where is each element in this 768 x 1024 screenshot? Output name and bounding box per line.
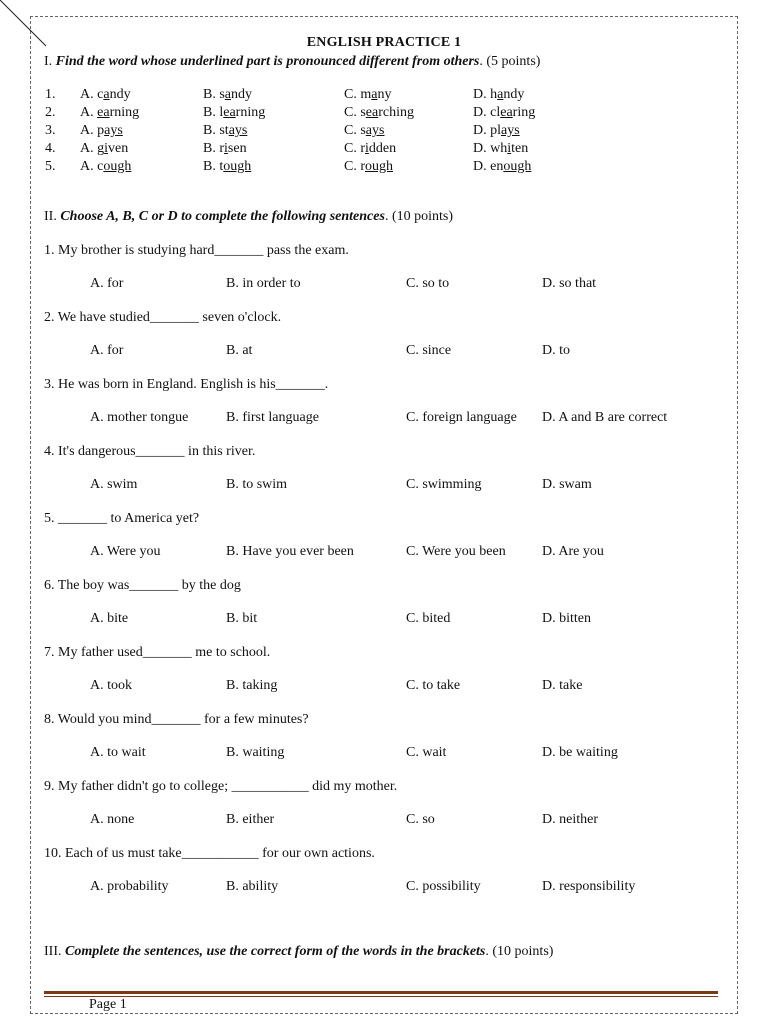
word-end: ndy <box>109 87 131 102</box>
word-option <box>473 123 520 139</box>
word-option <box>344 87 391 103</box>
section-1-points: . (5 points) <box>479 54 541 69</box>
word-end: ndy <box>231 87 253 102</box>
answer-option: B. taking <box>226 678 278 693</box>
item-number: 4. <box>45 141 56 156</box>
answer-option: A. for <box>90 343 124 358</box>
question-text: 9. My father didn't go to college; ___________ did my mother. <box>44 779 398 794</box>
word-option <box>203 105 265 121</box>
answer-option: A. probability <box>90 879 169 894</box>
underlined-part: i <box>507 141 512 156</box>
underlined-part: i <box>365 141 369 156</box>
section-2-heading <box>44 209 453 225</box>
option-letter: B. <box>203 159 216 174</box>
word-start: s <box>360 105 366 120</box>
answer-option: C. wait <box>406 745 447 760</box>
answer-option: D. responsibility <box>542 879 636 894</box>
word-end: sen <box>227 141 247 156</box>
section-1-prefix: I. <box>44 54 56 69</box>
question-text: 2. We have studied_______ seven o'clock. <box>44 310 282 325</box>
word-start: pl <box>490 123 502 138</box>
word-option <box>344 141 396 157</box>
word-option <box>203 123 247 139</box>
option-letter: C. <box>344 159 357 174</box>
answer-option: B. to swim <box>226 477 288 492</box>
answer-option: A. took <box>90 678 132 693</box>
word-start: r <box>219 141 225 156</box>
answer-option: D. to <box>542 343 570 358</box>
question-text: 5. _______ to America yet? <box>44 511 200 526</box>
word-start: g <box>97 141 105 156</box>
footer-rule <box>44 991 718 994</box>
word-start: r <box>360 159 366 174</box>
question-text: 8. Would you mind_______ for a few minutes? <box>44 712 309 727</box>
underlined-part: ea <box>500 105 513 120</box>
word-option <box>203 87 252 103</box>
page-number: Page 1 <box>89 997 127 1012</box>
word-end: ven <box>108 141 129 156</box>
answer-option: C. bited <box>406 611 451 626</box>
word-start: en <box>490 159 504 174</box>
answer-option: C. since <box>406 343 452 358</box>
question-text: 10. Each of us must take___________ for our own actions. <box>44 846 375 861</box>
answer-option: A. mother tongue <box>90 410 189 425</box>
question-text: 7. My father used_______ me to school. <box>44 645 271 660</box>
answer-option: C. to take <box>406 678 461 693</box>
underlined-part: ays <box>365 123 385 138</box>
word-option <box>80 105 139 121</box>
word-option <box>80 141 128 157</box>
word-option <box>473 141 528 157</box>
word-option <box>473 159 531 175</box>
word-end: rching <box>378 105 414 120</box>
option-letter: D. <box>473 123 487 138</box>
underlined-part: a <box>371 87 378 102</box>
underlined-part: ough <box>503 159 532 174</box>
option-letter: B. <box>203 123 216 138</box>
underlined-part: i <box>104 141 109 156</box>
option-letter: B. <box>203 87 216 102</box>
answer-option: C. swimming <box>406 477 482 492</box>
section-2-points: . (10 points) <box>384 209 453 224</box>
word-start: m <box>360 87 372 102</box>
underlined-part: ough <box>223 159 252 174</box>
answer-option: A. bite <box>90 611 129 626</box>
option-letter: B. <box>203 141 216 156</box>
option-letter: C. <box>344 123 357 138</box>
option-letter: C. <box>344 105 357 120</box>
answer-option: A. none <box>90 812 135 827</box>
option-letter: C. <box>344 141 357 156</box>
answer-option: B. waiting <box>226 745 285 760</box>
underlined-part: ough <box>103 159 132 174</box>
word-end: ny <box>377 87 392 102</box>
option-letter: D. <box>473 141 487 156</box>
section-3-instruction: Complete the sentences, use the correct form of the words in the brackets <box>65 944 486 959</box>
word-start: c <box>97 159 104 174</box>
word-start: l <box>219 105 224 120</box>
answer-option: C. foreign language <box>406 410 517 425</box>
answer-option: A. for <box>90 276 124 291</box>
answer-option: D. neither <box>542 812 598 827</box>
word-start: wh <box>490 141 508 156</box>
option-letter: B. <box>203 105 216 120</box>
word-start: p <box>97 123 105 138</box>
question-text: 4. It's dangerous_______ in this river. <box>44 444 256 459</box>
answer-option: C. so <box>406 812 435 827</box>
word-end: rning <box>109 105 140 120</box>
question-text: 3. He was born in England. English is his_______. <box>44 377 329 392</box>
answer-option: B. at <box>226 343 253 358</box>
word-start: s <box>360 123 366 138</box>
answer-option: B. ability <box>226 879 279 894</box>
word-start: cl <box>490 105 501 120</box>
answer-option: D. so that <box>542 276 597 291</box>
underlined-part: ea <box>365 105 379 120</box>
section-2-prefix: II. <box>44 209 61 224</box>
word-option <box>80 159 131 175</box>
option-letter: A. <box>80 87 94 102</box>
word-option <box>473 87 524 103</box>
word-option <box>80 87 131 103</box>
answer-option: B. bit <box>226 611 258 626</box>
underlined-part: a <box>497 87 504 102</box>
answer-option: D. A and B are correct <box>542 410 668 425</box>
option-letter: D. <box>473 87 487 102</box>
section-1-instruction: Find the word whose underlined part is pronounced different from others <box>55 54 480 69</box>
word-start: t <box>219 159 224 174</box>
item-number: 3. <box>45 123 56 138</box>
answer-option: B. Have you ever been <box>226 544 354 559</box>
section-3-prefix: III. <box>44 944 65 959</box>
question-text: 6. The boy was_______ by the dog <box>44 578 241 593</box>
question-text: 1. My brother is studying hard_______ pass the exam. <box>44 243 349 258</box>
word-option <box>203 159 251 175</box>
word-start: c <box>97 87 104 102</box>
answer-option: B. either <box>226 812 275 827</box>
item-number: 2. <box>45 105 56 120</box>
answer-option: D. Are you <box>542 544 604 559</box>
option-letter: D. <box>473 105 487 120</box>
answer-option: A. swim <box>90 477 138 492</box>
word-option <box>473 105 535 121</box>
word-end: ndy <box>503 87 525 102</box>
underlined-part: a <box>103 87 110 102</box>
answer-option: B. first language <box>226 410 319 425</box>
section-3-heading <box>44 944 553 960</box>
page-title: ENGLISH PRACTICE 1 <box>306 35 462 50</box>
answer-option: C. so to <box>406 276 450 291</box>
underlined-part: ays <box>104 123 123 138</box>
underlined-part: ea <box>223 105 236 120</box>
answer-option: D. be waiting <box>542 745 618 760</box>
section-3-points: . (10 points) <box>485 944 554 959</box>
answer-option: C. possibility <box>406 879 481 894</box>
word-end: dden <box>368 141 397 156</box>
underlined-part: ays <box>228 123 248 138</box>
underlined-part: ea <box>97 105 110 120</box>
option-letter: A. <box>80 141 94 156</box>
word-option <box>344 123 384 139</box>
answer-option: D. swam <box>542 477 592 492</box>
section-2-instruction: Choose A, B, C or D to complete the following sentences <box>60 209 385 224</box>
underlined-part: i <box>224 141 228 156</box>
word-option <box>344 105 414 121</box>
word-end: ring <box>512 105 536 120</box>
option-letter: C. <box>344 87 357 102</box>
answer-option: A. to wait <box>90 745 146 760</box>
word-start: st <box>219 123 229 138</box>
option-letter: D. <box>473 159 487 174</box>
word-start: s <box>219 87 225 102</box>
footer-rule-thin <box>44 996 718 997</box>
underlined-part: a <box>224 87 232 102</box>
word-option <box>344 159 393 175</box>
answer-option: D. bitten <box>542 611 591 626</box>
answer-option: B. in order to <box>226 276 301 291</box>
word-option <box>80 123 123 139</box>
word-end: ten <box>511 141 529 156</box>
item-number: 1. <box>45 87 56 102</box>
item-number: 5. <box>45 159 56 174</box>
word-option <box>203 141 247 157</box>
option-letter: A. <box>80 159 94 174</box>
word-end: rning <box>235 105 266 120</box>
answer-option: D. take <box>542 678 583 693</box>
answer-option: C. Were you been <box>406 544 506 559</box>
corner-mark <box>0 0 62 62</box>
word-start: r <box>360 141 366 156</box>
section-1-heading <box>44 54 540 70</box>
answer-option: A. Were you <box>90 544 161 559</box>
option-letter: A. <box>80 105 94 120</box>
word-start: h <box>490 87 498 102</box>
underlined-part: ays <box>501 123 520 138</box>
underlined-part: ough <box>365 159 394 174</box>
option-letter: A. <box>80 123 94 138</box>
